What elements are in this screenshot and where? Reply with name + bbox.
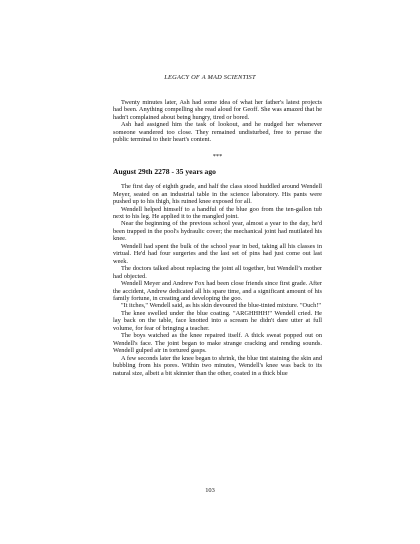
paragraph: The knee swelled under the blue coating. "ARGHHHH!" Wendell cried. He lay back on the table, face knotted into a scream he didn't dare utter at full volume, for fear of bringing a teacher. xyxy=(113,309,322,332)
running-header: LEGACY OF A MAD SCIENTIST xyxy=(164,74,256,81)
paragraph: Near the beginning of the previous school year, almost a year to the day, he'd been trapped in the pool's hydraulic cover; the mechanical joint had mutilated his knee. xyxy=(113,220,322,243)
page-body xyxy=(113,99,322,377)
scene-break: *** xyxy=(212,152,223,160)
paragraph: A few seconds later the knee began to shrink, the blue tint staining the skin and bubbling from his pores. Within two minutes, Wendell's knee was back to its natural size, albeit a bit skinnier than the other, coated in a thick blue xyxy=(113,354,322,377)
section-heading: August 29th 2278 - 35 years ago xyxy=(113,167,216,177)
page-number: 103 xyxy=(205,487,215,494)
paragraph: Ash had assigned him the task of lookout, and he nudged her whenever someone wandered too close. They remained undisturbed, free to peruse the public terminal to their heart's content. xyxy=(113,121,322,144)
paragraph: "It itches," Wendell said, as his skin devoured the blue-tinted mixture. "Ouch!" xyxy=(121,302,321,310)
paragraph: Wendell had spent the bulk of the school year in bed, taking all his classes in virtual. He'd had four surgeries and the last set of pins had just come out last week. xyxy=(113,242,322,265)
paragraph: Wendell Meyer and Andrew Fox had been close friends since first grade. After the accident, Andrew dedicated all his spare time, and a significant amount of his family fortune, in creating and developing the goo. xyxy=(113,280,322,302)
paragraph: The boys watched as the knee repaired itself. A thick sweat popped out on Wendell's face. The joint began to make strange cracking and rending sounds. Wendell gulped air in tortured gasps. xyxy=(113,332,322,355)
paragraph: Wendell helped himself to a handful of the blue goo from the ten-gallon tub next to his leg. He applied it to the mangled joint. xyxy=(113,205,322,220)
paragraph: Twenty minutes later, Ash had some idea of what her father's latest projects had been. Anything compelling she read aloud for Geoff. She was amazed that he hadn't complained about being hungry, tired or bored. xyxy=(113,99,322,121)
paragraph: The first day of eighth grade, and half the class stood huddled around Wendell Meyer, seated on an industrial table in the science laboratory. His pants were pushed up to his thigh, his ruined knee exposed for all. xyxy=(113,183,322,206)
paragraph: The doctors talked about replacing the joint all together, but Wendell’s mother had objected. xyxy=(113,265,322,280)
